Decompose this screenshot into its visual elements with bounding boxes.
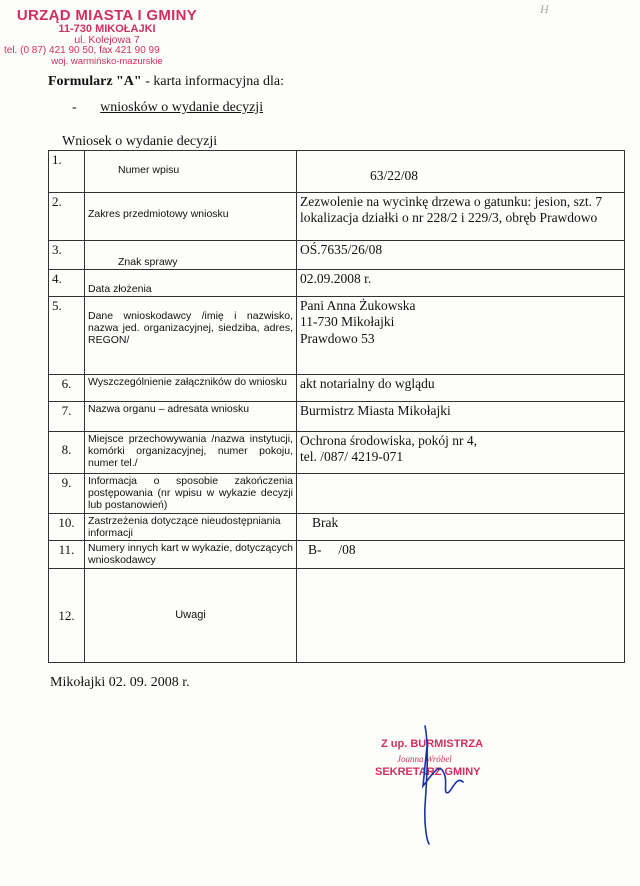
signature-stamp-line-3: SEKRETARZ GMINY — [375, 766, 481, 778]
row-label: Informacja o sposobie zakończenia postępowania (nr wpisu w wykazie decyzji lub postanowień) — [85, 474, 297, 514]
table-row — [49, 193, 625, 241]
row-label: Uwagi — [85, 569, 297, 663]
info-table — [48, 150, 625, 663]
row-value: OŚ.7635/26/08 — [297, 241, 625, 270]
row-number: 5. — [49, 297, 85, 375]
row-number: 12. — [49, 569, 85, 663]
row-label: Miejsce przechowywania /nazwa instytucji, komórki organizacyjnej, numer pokoju, numer tel./ — [85, 432, 297, 474]
stamp-line-2: 11-730 MIKOŁAJKI — [58, 22, 156, 35]
table-row — [49, 270, 625, 297]
table-row — [49, 402, 625, 432]
corner-handwritten-mark: H — [540, 2, 549, 16]
table-row — [49, 541, 625, 569]
row-value — [297, 432, 625, 474]
signature-block — [375, 738, 515, 838]
row-label: Zakres przedmiotowy wniosku — [85, 193, 297, 241]
place-date: Mikołajki 02. 09. 2008 r. — [50, 675, 190, 690]
row-label: Znak sprawy — [85, 241, 297, 270]
row-number: 7. — [49, 402, 85, 432]
row-label: Dane wnioskodawcy /imię i nazwisko, nazwa jed. organizacyjnej, siedziba, adres, REGON/ — [85, 297, 297, 375]
row-value — [297, 474, 625, 514]
subtitle-link: wniosków o wydanie decyzji — [100, 100, 264, 115]
form-title-rest: - karta informacyjna dla: — [141, 74, 284, 89]
signature-stamp-line-2: Joanna Wróbel — [397, 754, 452, 764]
row-value: 63/22/08 — [297, 151, 625, 193]
row-label: Zastrzeżenia dotyczące nieudostępniania informacji — [85, 514, 297, 541]
stamp-line-5: woj. warmińsko-mazurskie — [51, 55, 163, 67]
row-number: 1. — [49, 151, 85, 193]
row-number: 8. — [49, 432, 85, 474]
subtitle-dash: - — [72, 100, 77, 115]
row-number: 3. — [49, 241, 85, 270]
row-number: 4. — [49, 270, 85, 297]
row-value: Zezwolenie na wycinkę drzewa o gatunku: jesion, szt. 7 lokalizacja działki o nr 228/2 i 229/3, obręb Prawdowo — [297, 193, 625, 241]
table-row — [49, 297, 625, 375]
table-row — [49, 432, 625, 474]
stamp-line-4: tel. (0 87) 421 90 50, fax 421 90 99 — [4, 45, 160, 57]
table-row — [49, 474, 625, 514]
signature-stamp-line-1: Z up. BURMISTRZA — [381, 738, 484, 750]
row-value: Burmistrz Miasta Mikołajki — [297, 402, 625, 432]
row-number: 9. — [49, 474, 85, 514]
form-title — [48, 74, 284, 90]
row-label: Numer wpisu — [85, 151, 297, 193]
row-value: Brak — [297, 514, 625, 541]
row-number: 2. — [49, 193, 85, 241]
form-subtitle — [72, 100, 263, 116]
table-row — [49, 569, 625, 663]
storage-line: tel. /087/ 4219-071 — [300, 449, 404, 465]
form-title-bold: Formularz "A" — [48, 74, 142, 89]
table-row — [49, 241, 625, 270]
stamp-line-1: URZĄD MIASTA I GMINY — [16, 7, 198, 24]
row-label: Data złożenia — [85, 270, 297, 297]
stamp-line-3: ul. Kolejowa 7 — [74, 34, 140, 47]
storage-line: Ochrona środowiska, pokój nr 4, — [300, 433, 477, 449]
handwritten-signature-icon — [405, 716, 485, 846]
office-stamp — [2, 8, 212, 67]
row-label: Wyszczególnienie załączników do wniosku — [85, 375, 297, 402]
row-label: Numery innych kart w wykazie, dotyczących wnioskodawcy — [85, 541, 297, 569]
applicant-line: Pani Anna Żukowska — [300, 298, 416, 314]
row-value: 02.09.2008 r. — [297, 270, 625, 297]
row-label: Nazwa organu – adresata wniosku — [85, 402, 297, 432]
row-number: 11. — [49, 541, 85, 569]
row-value — [297, 569, 625, 663]
applicant-line: Prawdowo 53 — [300, 330, 375, 346]
table-row — [49, 514, 625, 541]
table-caption: Wniosek o wydanie decyzji — [62, 134, 218, 149]
row-number: 6. — [49, 375, 85, 402]
row-number: 10. — [49, 514, 85, 541]
row-value: akt notarialny do wglądu — [297, 375, 625, 402]
table-row — [49, 151, 625, 193]
row-value — [297, 297, 625, 375]
row-value: B- /08 — [297, 541, 625, 569]
applicant-line: 11-730 Mikołajki — [300, 314, 395, 330]
table-row — [49, 375, 625, 402]
